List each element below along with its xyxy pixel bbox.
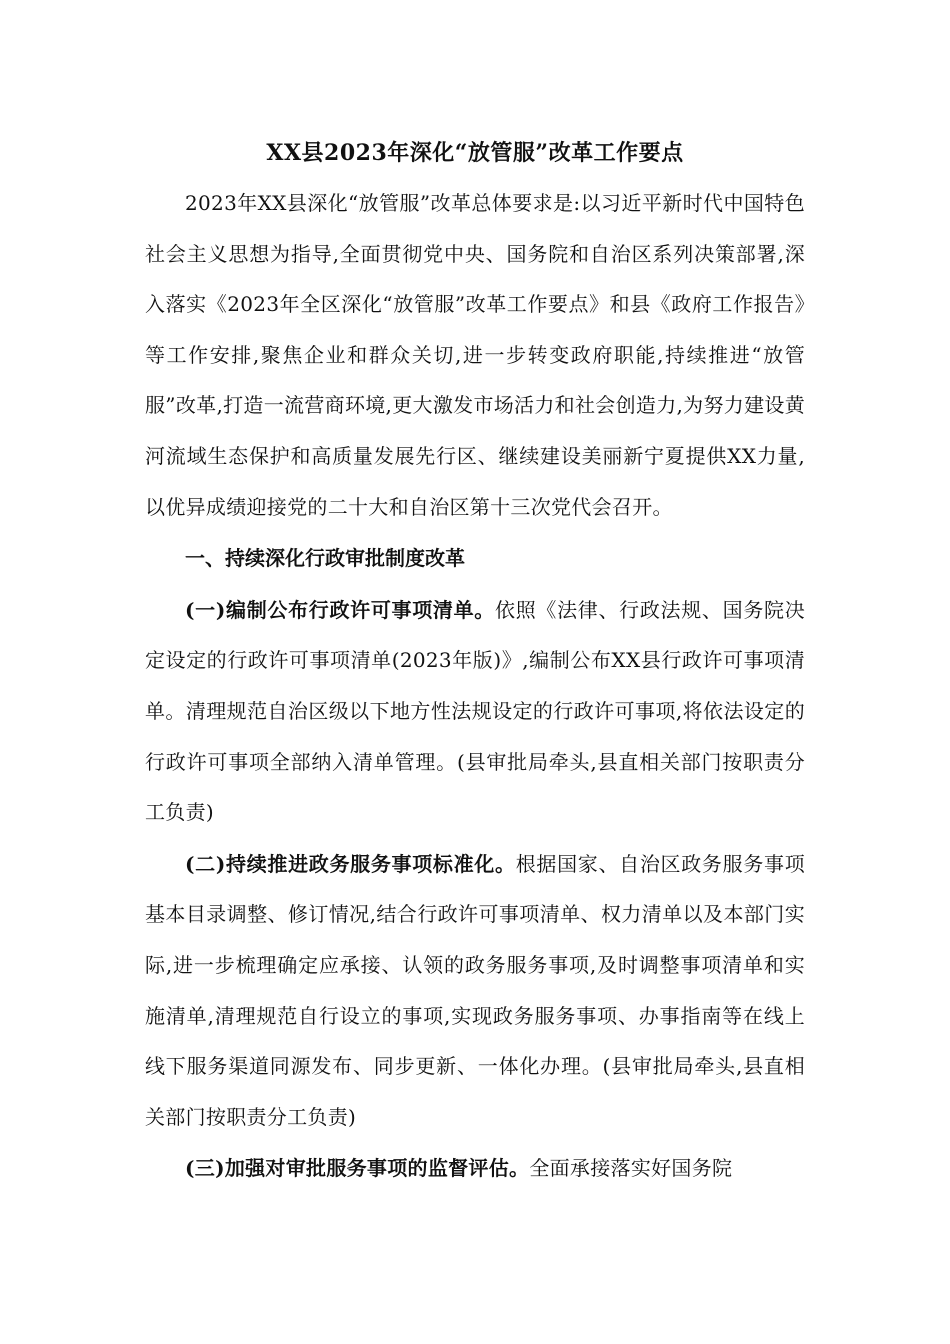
section-heading: 一、持续深化行政审批制度改革	[185, 546, 465, 571]
item-paragraph-2	[145, 839, 805, 1143]
intro-paragraph: 2023年XX县深化“放管服”改革总体要求是:以习近平新时代中国特色社会主义思想为指导,全面贯彻党中央、国务院和自治区系列决策部署,深入落实《2023年全区深化“放管服”改革工作要点》和县《政府工作报告》等工作安排,聚焦企业和群众关切,进一步转变政府职能,持续推进“放管服”改革,打造一流营商环境,更大激发市场活力和社会创造力,为努力建设黄河流域生态保护和高质量发展先行区、继续建设美丽新宁夏提供XX力量,以优异成绩迎接党的二十大和自治区第十三次党代会召开。	[145, 191, 805, 519]
item-body-1: 依照《法律、行政法规、国务院决定设定的行政许可事项清单(2023年版)》,编制公布XX县行政许可事项清单。清理规范自治区级以下地方性法规设定的行政许可事项,将依法设定的行政许可事项全部纳入清单管理。(县审批局牵头,县直相关部门按职责分工负责)	[145, 597, 806, 825]
item-paragraph-1	[145, 585, 805, 838]
document-page	[145, 128, 805, 1195]
item-body-2: 根据国家、自治区政务服务事项基本目录调整、修订情况,结合行政许可事项清单、权力清单以及本部门实际,进一步梳理确定应承接、认领的政务服务事项,及时调整事项清单和实施清单,清理规范自行设立的事项,实现政务服务事项、办事指南等在线上线下服务渠道同源发布、同步更新、一体化办理。(县审批局牵头,县直相关部门按职责分工负责)	[145, 851, 806, 1129]
item-lead-1: (一)编制公布行政许可事项清单。	[185, 597, 496, 622]
item-lead-2: (二)持续推进政务服务事项标准化。	[185, 851, 516, 876]
item-paragraph-3	[145, 1143, 805, 1194]
item-body-3: 全面承接落实好国务院	[529, 1156, 733, 1181]
document-title: XX县2023年深化“放管服”改革工作要点	[266, 140, 684, 166]
item-lead-3: (三)加强对审批服务事项的监督评估。	[185, 1156, 530, 1181]
